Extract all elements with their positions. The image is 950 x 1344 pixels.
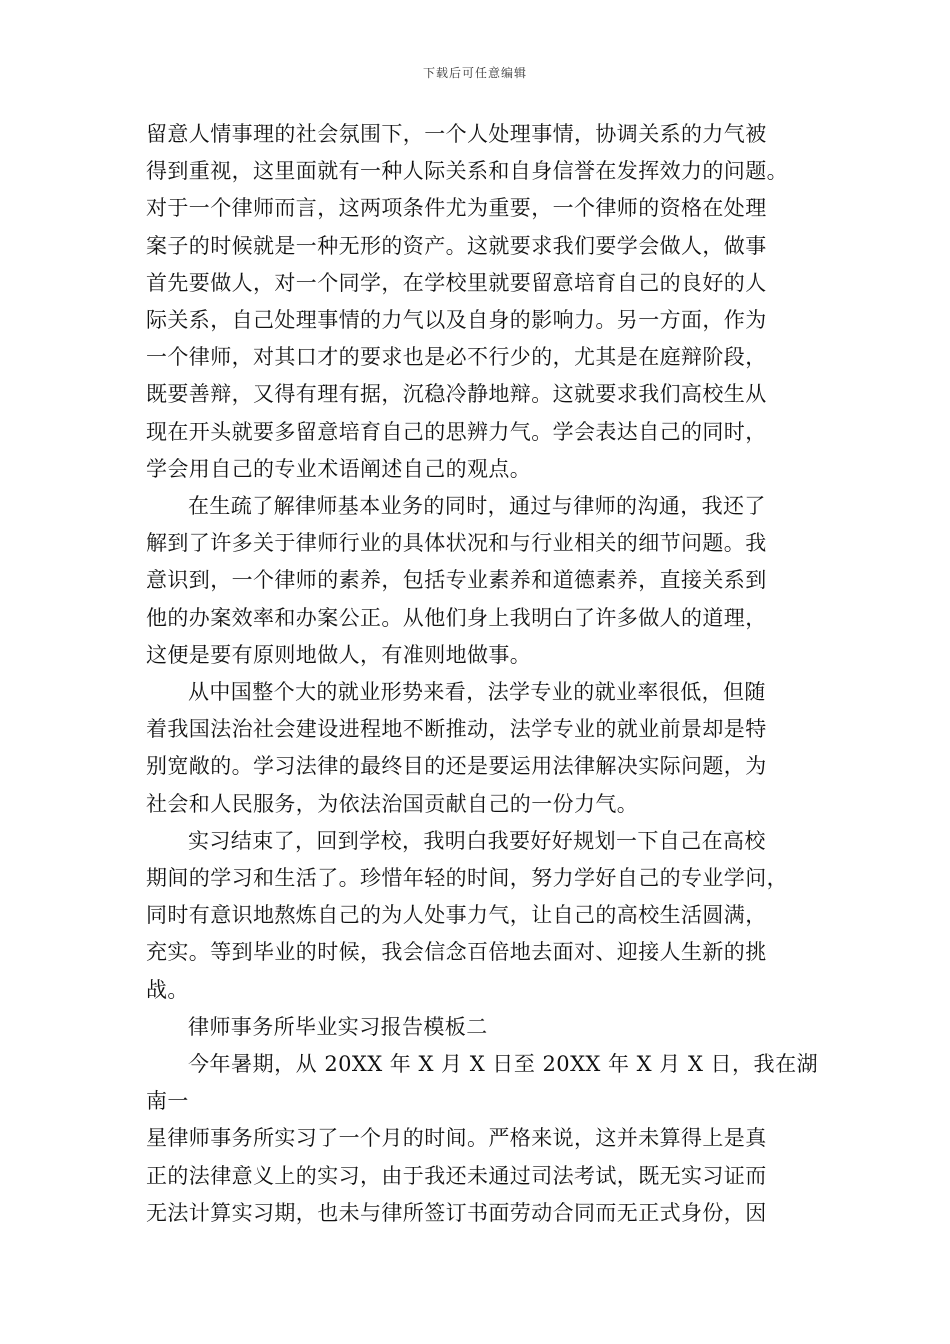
section-heading: 律师事务所毕业实习报告模板二: [188, 1014, 488, 1039]
paragraph: 今年暑期，从 20XX 年 X 月 X 日至 20XX 年 X 月 X 日，我在湖南一 星律师事务所实习了一个月的时间。严格来说，这并未算得上是真 正的法律意义上的实习，由于我还未通过司法考试，既无实习证而 无法计算实习期，也未与律所签订书面劳动合同而无正式身份，因: [146, 1052, 818, 1225]
paragraph: 在生疏了解律师基本业务的同时，通过与律师的沟通，我还了 解到了许多关于律师行业的具体状况和与行业相关的细节问题。我 意识到，一个律师的素养，包括专业素养和道德素养，直接关系到 他的办案效率和办案公正。从他们身上我明白了许多做人的道理， 这便是要有原则地做人，有准则地做事。: [146, 494, 767, 667]
paragraph-continuation: 留意人情事理的社会氛围下，一个人处理事情，协调关系的力气被 得到重视，这里面就有一种人际关系和自身信誉在发挥效力的问题。 对于一个律师而言，这两项条件尤为重要，一个律师的资格在处理 案子的时候就是一种无形的资产。这就要求我们要学会做人，做事 首先要做人，对一个同学，在学校里就要留意培育自己的良好的人 际关系，自己处理事情的力气以及自身的影响力。另一方面，作为 一个律师，对其口才的要求也是必不行少的，尤其是在庭辩阶段， 既要善辩，又得有理有据，沉稳冷静地辩。这就要求我们高校生从 现在开头就要多留意培育自己的思辨力气。学会表达自己的同时， 学会用自己的专业术语阐述自己的观点。: [146, 122, 788, 481]
document-body: [146, 116, 818, 1232]
paragraph: 从中国整个大的就业形势来看，法学专业的就业率很低，但随 着我国法治社会建设进程地不断推动，法学专业的就业前景却是特 别宽敞的。学习法律的最终目的还是要运用法律解决实际问题，为 社会和人民服务，为依法治国贡献自己的一份力气。: [146, 680, 767, 816]
page-header: 下载后可任意编辑: [422, 66, 527, 80]
paragraph: 实习结束了，回到学校，我明白我要好好规划一下自己在高校 期间的学习和生活了。珍惜年轻的时间，努力学好自己的专业学问， 同时有意识地熬炼自己的为人处事力气，让自己的高校生活圆满， 充实。等到毕业的时候，我会信念百倍地去面对、迎接人生新的挑 战。: [146, 828, 788, 1002]
